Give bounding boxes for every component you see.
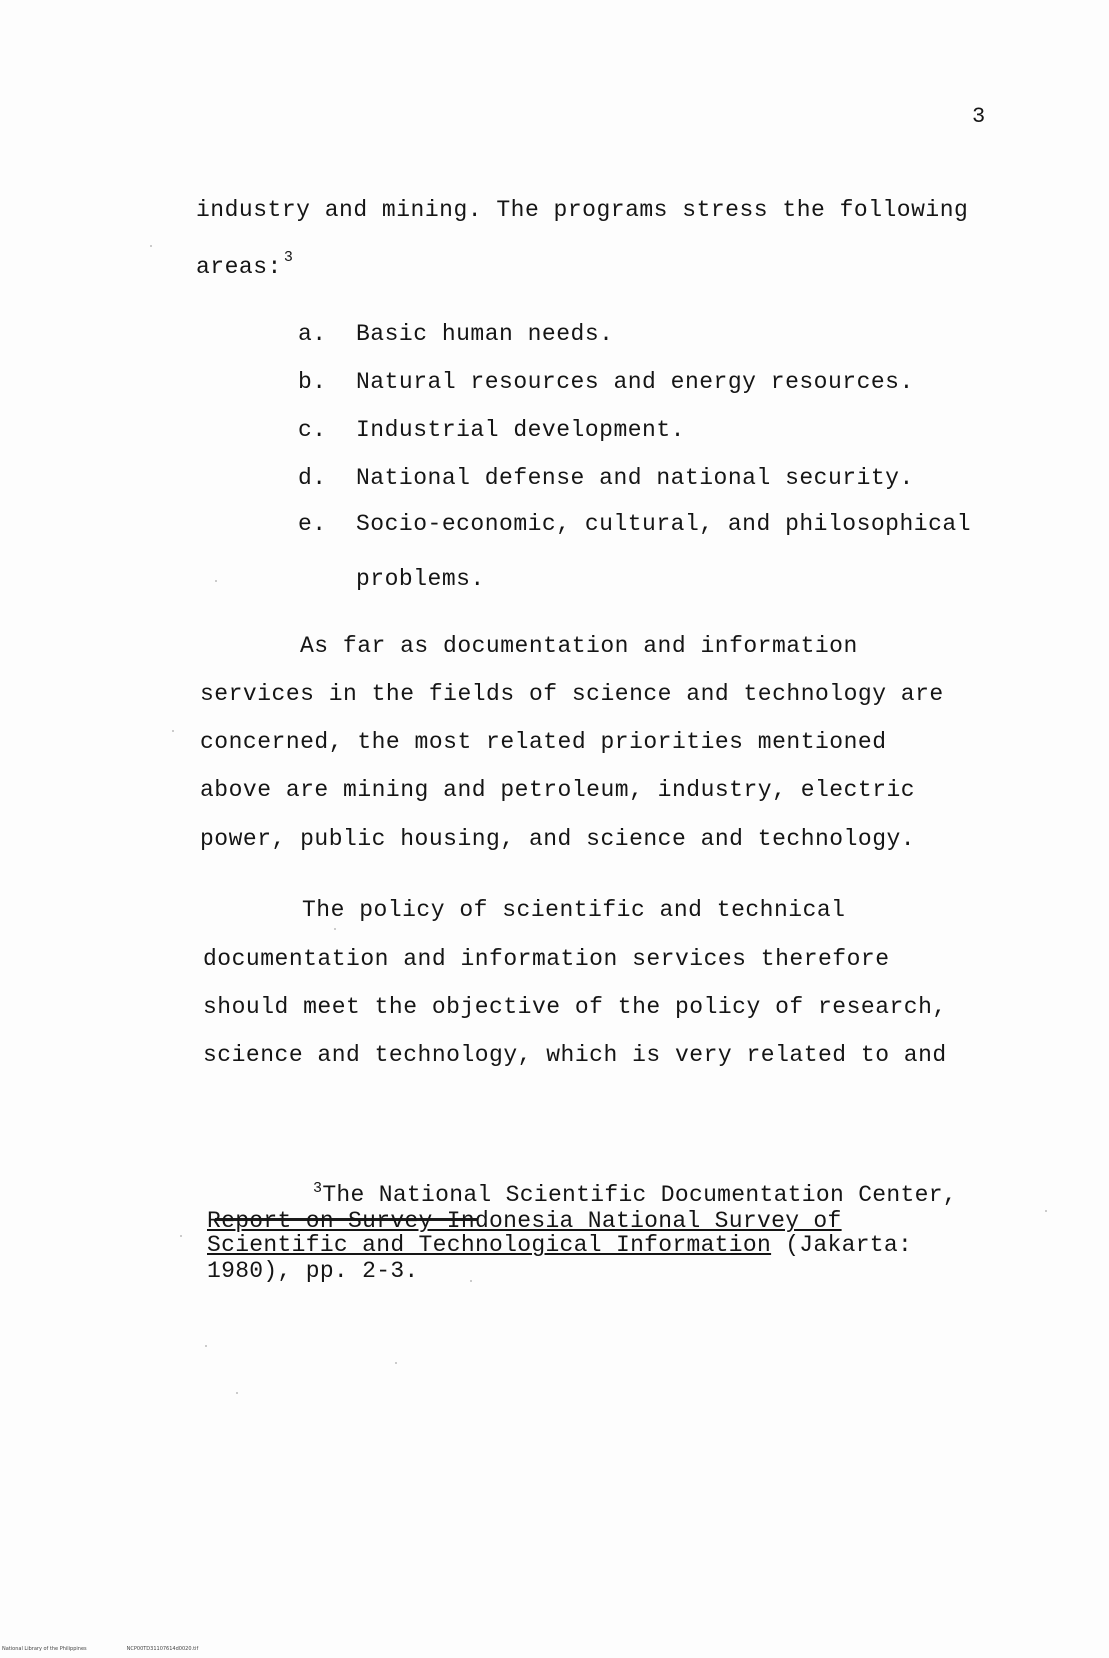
list-item-letter: d. — [298, 465, 327, 491]
list-item-text: Natural resources and energy resources. — [356, 369, 914, 395]
scan-speck — [395, 1362, 397, 1364]
footnote-line-2 — [207, 1208, 842, 1234]
intro-text-1: industry and mining. The programs stress the following — [196, 197, 969, 223]
intro-text-2: areas: — [196, 254, 282, 280]
footnote-text-1: The National Scientific Documentation Center, — [322, 1182, 957, 1208]
scan-speck — [1045, 1210, 1047, 1212]
page-number: 3 — [972, 104, 986, 129]
paragraph-2-line: should meet the objective of the policy of research, — [203, 994, 947, 1020]
list-item-text: National defense and national security. — [356, 465, 914, 491]
list-item-text: Industrial development. — [356, 417, 685, 443]
scan-footer — [2, 1646, 198, 1652]
list-item-continuation: problems. — [356, 566, 485, 592]
footer-filename: NCP00TD31107614d0020.tif — [126, 1646, 199, 1652]
footnote-publisher: (Jakarta: — [771, 1232, 913, 1258]
scan-speck — [180, 1235, 182, 1237]
list-item-letter: a. — [298, 321, 327, 347]
scan-speck — [172, 730, 174, 732]
list-item-letter: c. — [298, 417, 327, 443]
footnote-title-part-2: Scientific and Technological Information — [207, 1232, 772, 1258]
paragraph-1-line: above are mining and petroleum, industry, electric — [200, 777, 916, 803]
paragraph-2-line: documentation and information services therefore — [203, 946, 890, 972]
paragraph-2-line: science and technology, which is very related to and — [203, 1042, 947, 1068]
scan-speck — [236, 1392, 238, 1394]
footnote-pages: 1980), pp. 2-3. — [207, 1258, 419, 1284]
list-item-text: Basic human needs. — [356, 321, 614, 347]
footnote-reference: 3 — [283, 249, 294, 266]
paragraph-2-line: The policy of scientific and technical — [302, 897, 846, 923]
paragraph-1-line: power, public housing, and science and technology. — [200, 826, 916, 852]
footer-library: National Library of the Philippines — [2, 1646, 87, 1652]
scan-speck — [470, 1280, 472, 1282]
footnote-line-3 — [207, 1232, 912, 1258]
scan-speck — [150, 245, 152, 247]
footnote-line-1 — [313, 1182, 957, 1211]
scan-speck — [334, 928, 336, 930]
intro-line-2 — [196, 249, 294, 280]
footnote-line-4 — [207, 1258, 419, 1284]
intro-line-1 — [196, 197, 968, 223]
paragraph-1-line: services in the fields of science and technology are — [200, 681, 944, 707]
paragraph-1-line: As far as documentation and information — [300, 633, 858, 659]
list-item-letter: b. — [298, 369, 327, 395]
list-item-letter: e. — [298, 511, 327, 537]
footnote-marker: 3 — [313, 1180, 323, 1197]
list-item-text: Socio-economic, cultural, and philosophical — [356, 511, 971, 537]
scan-speck — [205, 1345, 207, 1347]
paragraph-1-line: concerned, the most related priorities mentioned — [200, 729, 887, 755]
scan-speck — [215, 580, 217, 582]
footnote-title-part-1: Report on Survey Indonesia National Survey of — [207, 1208, 842, 1234]
